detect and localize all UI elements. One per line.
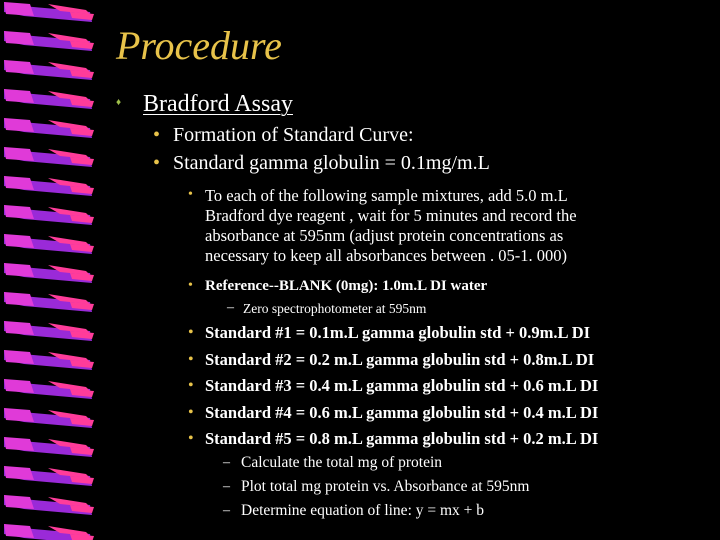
dash-icon: –: [227, 300, 234, 315]
spiral-loop: [4, 495, 94, 515]
bullet-icon: •: [188, 377, 194, 394]
instruction-line: To each of the following sample mixtures, add 5.0 m.L: [205, 186, 568, 205]
standard-line: Standard #5 = 0.8 m.L gamma globulin std + 0.2 m.L DI: [205, 429, 599, 448]
spiral-loop: [4, 89, 94, 109]
step-line: Plot total mg protein vs. Absorbance at 595nm: [241, 478, 530, 495]
instruction-line: absorbance at 595nm (adjust protein concentrations as: [205, 226, 564, 245]
spiral-loop: [4, 234, 94, 254]
level2-item: Formation of Standard Curve:: [173, 124, 414, 146]
standard-line: Standard #4 = 0.6 m.L gamma globulin std + 0.4 m.L DI: [205, 402, 599, 422]
level1-bullet-icon: ♦: [116, 97, 122, 108]
bullet-icon: •: [188, 324, 194, 341]
spiral-loop: [4, 292, 94, 312]
spiral-loop: [4, 437, 94, 457]
spiral-loop: [4, 2, 94, 22]
spiral-loop: [4, 379, 94, 399]
level2-item: Standard gamma globulin = 0.1mg/m.L: [173, 152, 490, 174]
dash-icon: –: [223, 479, 230, 494]
step-line: Determine equation of line: y = mx + b: [241, 502, 485, 519]
spiral-loop: [4, 31, 94, 51]
spiral-loop: [4, 60, 94, 80]
bullet-icon: •: [188, 278, 193, 293]
dash-icon: –: [223, 503, 230, 518]
spiral-loop: [4, 176, 94, 196]
spiral-loop: [4, 466, 94, 486]
bullet-icon: •: [188, 187, 193, 202]
reference-note: Zero spectrophotometer at 595nm: [243, 301, 427, 316]
bullet-icon: •: [188, 430, 194, 447]
step-line: Calculate the total mg of protein: [241, 454, 443, 471]
reference-line: Reference--BLANK (0mg): 1.0m.L DI water: [205, 278, 488, 294]
spiral-loop: [4, 205, 94, 225]
spiral-loop: [4, 408, 94, 428]
standard-line: Standard #2 = 0.2 m.L gamma globulin std + 0.8m.L DI: [205, 349, 595, 369]
spiral-loop: [4, 263, 94, 283]
instruction-line: necessary to keep all absorbances between . 05-1. 000): [205, 246, 567, 265]
instruction-line: Bradford dye reagent , wait for 5 minutes and record the: [205, 206, 577, 225]
standard-line: Standard #3 = 0.4 m.L gamma globulin std + 0.6 m.L DI: [205, 376, 599, 395]
bullet-icon: •: [153, 124, 161, 146]
bullet-icon: •: [188, 350, 194, 368]
slide-title: Procedure: [116, 23, 282, 68]
spiral-loop: [4, 350, 94, 370]
bullet-icon: •: [188, 403, 194, 421]
dash-icon: –: [223, 455, 230, 470]
spiral-binding-decoration: [0, 0, 100, 540]
spiral-loop: [4, 321, 94, 341]
spiral-loop: [4, 524, 94, 540]
spiral-loop: [4, 147, 94, 167]
level1-heading: Bradford Assay: [143, 91, 293, 117]
standard-line: Standard #1 = 0.1m.L gamma globulin std + 0.9m.L DI: [205, 323, 591, 342]
spiral-loop: [4, 118, 94, 138]
bullet-icon: •: [153, 152, 161, 174]
